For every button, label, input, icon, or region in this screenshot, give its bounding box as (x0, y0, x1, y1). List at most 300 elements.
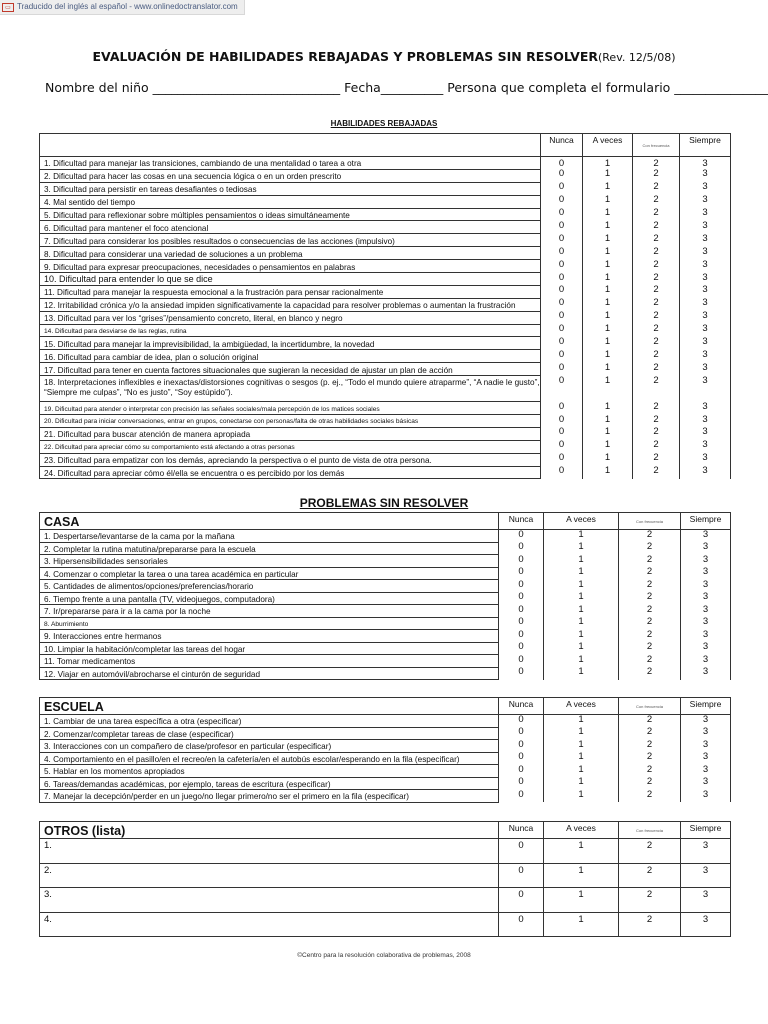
rating-option[interactable]: 1 (583, 234, 633, 247)
rating-option[interactable]: 3 (680, 221, 731, 234)
table-row (40, 752, 731, 765)
rating-option[interactable]: 0 (541, 376, 583, 402)
title-revision: (Rev. 12/5/08) (597, 51, 676, 64)
rating-option[interactable]: 0 (499, 740, 544, 753)
rating-option[interactable]: 0 (541, 440, 583, 453)
rating-option[interactable]: 1 (544, 765, 619, 778)
table-row (40, 182, 731, 195)
rating-option[interactable]: 3 (681, 642, 731, 655)
rating-option[interactable]: 2 (619, 605, 681, 618)
rating-option[interactable]: 0 (499, 912, 544, 937)
table-row (40, 592, 731, 605)
rating-option[interactable]: 2 (633, 285, 680, 298)
rating-option[interactable]: 3 (681, 863, 731, 888)
rating-option[interactable]: 0 (499, 863, 544, 888)
rating-option[interactable]: 2 (633, 350, 680, 363)
rating-option[interactable]: 2 (619, 839, 681, 864)
col-a-veces: A veces (544, 698, 619, 715)
skills-table (39, 133, 731, 479)
rating-option[interactable]: 1 (583, 208, 633, 221)
col-con-frecuencia: Con frecuencia (633, 134, 680, 157)
rating-option[interactable]: 3 (680, 427, 731, 440)
rating-option[interactable]: 0 (499, 752, 544, 765)
rating-option[interactable]: 0 (541, 157, 583, 170)
rating-option[interactable]: 3 (681, 542, 731, 555)
rating-option[interactable]: 0 (499, 592, 544, 605)
rating-option[interactable]: 3 (681, 715, 731, 728)
table-row (40, 221, 731, 234)
item-label: 9. Interacciones entre hermanos (40, 630, 499, 643)
rating-option[interactable]: 1 (583, 337, 633, 350)
rating-option[interactable]: 3 (681, 912, 731, 937)
col-siempre: Siempre (681, 822, 731, 839)
rating-option[interactable]: 0 (541, 169, 583, 182)
rating-option[interactable]: 2 (619, 777, 681, 790)
rating-option[interactable]: 3 (680, 415, 731, 428)
rating-option[interactable]: 2 (619, 592, 681, 605)
col-nunca: Nunca (499, 513, 544, 530)
item-label: 5. Cantidades de alimentos/opciones/preferencias/horario (40, 580, 499, 593)
rating-option[interactable]: 1 (583, 350, 633, 363)
rating-option[interactable]: 1 (583, 169, 633, 182)
rating-option[interactable]: 0 (541, 427, 583, 440)
header-blank (40, 134, 541, 157)
rating-option[interactable]: 0 (541, 247, 583, 260)
rating-option[interactable]: 3 (680, 298, 731, 311)
rating-option[interactable]: 3 (680, 337, 731, 350)
table-row (40, 440, 731, 453)
rating-option[interactable]: 1 (544, 580, 619, 593)
table-row (40, 415, 731, 428)
table-row (40, 580, 731, 593)
rating-option[interactable]: 0 (499, 542, 544, 555)
table-row (40, 617, 731, 630)
rating-option[interactable]: 2 (633, 337, 680, 350)
rating-option[interactable]: 2 (619, 667, 681, 680)
rating-option[interactable]: 1 (544, 790, 619, 803)
item-label: 10. Limpiar la habitación/completar las tareas del hogar (40, 642, 499, 655)
rating-option[interactable]: 0 (541, 363, 583, 376)
table-row (40, 427, 731, 440)
table-row (40, 376, 731, 402)
table-row (40, 839, 731, 864)
rating-option[interactable]: 0 (499, 765, 544, 778)
table-row (40, 630, 731, 643)
item-label: 2. Completar la rutina matutina/prepararse para la escuela (40, 542, 499, 555)
rating-option[interactable]: 2 (633, 273, 680, 286)
table-row (40, 555, 731, 568)
escuela-table (39, 697, 731, 803)
rating-option[interactable]: 2 (633, 157, 680, 170)
rating-option[interactable]: 2 (619, 580, 681, 593)
item-label: 3. (40, 888, 499, 913)
item-label: 3. Interacciones con un compañero de clase/profesor en particular (especificar) (40, 740, 499, 753)
rating-option[interactable]: 3 (681, 605, 731, 618)
rating-option[interactable]: 2 (633, 311, 680, 324)
item-label: 7. Ir/prepararse para ir a la cama por la noche (40, 605, 499, 618)
table-row (40, 285, 731, 298)
rating-option[interactable]: 3 (681, 530, 731, 543)
table-row (40, 605, 731, 618)
item-label: 5. Hablar en los momentos apropiados (40, 765, 499, 778)
otros-table (39, 821, 731, 937)
otros-heading: OTROS (lista) (40, 822, 499, 839)
table-row (40, 350, 731, 363)
rating-option[interactable]: 3 (681, 555, 731, 568)
table-row (40, 790, 731, 803)
rating-option[interactable]: 3 (680, 195, 731, 208)
rating-option[interactable]: 1 (583, 260, 633, 273)
rating-option[interactable]: 2 (633, 208, 680, 221)
rating-option[interactable]: 1 (583, 415, 633, 428)
rating-option[interactable]: 1 (583, 195, 633, 208)
table-row (40, 363, 731, 376)
rating-option[interactable]: 0 (499, 777, 544, 790)
table-row (40, 777, 731, 790)
rating-option[interactable]: 2 (619, 740, 681, 753)
rating-option[interactable]: 1 (544, 617, 619, 630)
col-con-frecuencia: Con frecuencia (619, 822, 681, 839)
table-row (40, 642, 731, 655)
rating-option[interactable]: 3 (681, 740, 731, 753)
rating-option[interactable]: 2 (619, 567, 681, 580)
rating-option[interactable]: 0 (499, 839, 544, 864)
table-row (40, 453, 731, 466)
rating-option[interactable]: 2 (633, 376, 680, 402)
rating-option[interactable]: 3 (680, 260, 731, 273)
rating-option[interactable]: 0 (541, 415, 583, 428)
rating-option[interactable]: 0 (499, 727, 544, 740)
rating-option[interactable]: 1 (583, 324, 633, 337)
table-row (40, 247, 731, 260)
rating-option[interactable]: 2 (619, 888, 681, 913)
rating-option[interactable]: 1 (544, 530, 619, 543)
item-label: 6. Tareas/demandas académicas, por ejemplo, tareas de escritura (especificar) (40, 777, 499, 790)
document-icon: ▭ (2, 3, 14, 12)
rating-option[interactable]: 1 (583, 273, 633, 286)
item-label: 16. Dificultad para cambiar de idea, plan o solución original (40, 350, 541, 363)
rating-option[interactable]: 2 (619, 542, 681, 555)
rating-option[interactable]: 1 (544, 655, 619, 668)
item-label: 4. (40, 912, 499, 937)
rating-option[interactable]: 3 (680, 311, 731, 324)
rating-option[interactable]: 1 (544, 542, 619, 555)
rating-option[interactable]: 0 (541, 350, 583, 363)
rating-option[interactable]: 0 (499, 667, 544, 680)
item-label: 4. Mal sentido del tiempo (40, 195, 541, 208)
item-label: 1. Cambiar de una tarea específica a otra (especificar) (40, 715, 499, 728)
rating-option[interactable]: 2 (619, 727, 681, 740)
table-row (40, 715, 731, 728)
col-con-frecuencia: Con frecuencia (619, 513, 681, 530)
name-date-line: Nombre del niño ______________________________ Fecha__________ Persona que completa el formulario _______________ (45, 80, 768, 95)
rating-option[interactable]: 0 (499, 888, 544, 913)
rating-option[interactable]: 3 (680, 285, 731, 298)
rating-option[interactable]: 2 (633, 182, 680, 195)
rating-option[interactable]: 1 (544, 605, 619, 618)
item-label: 18. Interpretaciones inflexibles e inexactas/distorsiones cognitivas o sesgos (p. ej., “Todo el mundo quiere atraparme”, “A nadie le gusto”, “Siempre me culpas”, “No es justo”, “Soy estúpido”). (40, 376, 541, 402)
rating-option[interactable]: 2 (619, 912, 681, 937)
rating-option[interactable]: 2 (619, 863, 681, 888)
escuela-heading: ESCUELA (40, 698, 499, 715)
rating-option[interactable]: 2 (619, 642, 681, 655)
rating-option[interactable]: 1 (583, 221, 633, 234)
table-header-row (40, 513, 731, 530)
rating-option[interactable]: 1 (583, 363, 633, 376)
rating-option[interactable]: 1 (544, 839, 619, 864)
item-label: 8. Dificultad para considerar una variedad de soluciones a un problema (40, 247, 541, 260)
col-nunca: Nunca (499, 822, 544, 839)
rating-option[interactable]: 0 (541, 466, 583, 479)
rating-option[interactable]: 3 (681, 752, 731, 765)
rating-option[interactable]: 2 (619, 715, 681, 728)
rating-option[interactable]: 0 (499, 555, 544, 568)
rating-option[interactable]: 3 (680, 234, 731, 247)
rating-option[interactable]: 3 (680, 350, 731, 363)
rating-option[interactable]: 2 (633, 260, 680, 273)
rating-option[interactable]: 2 (619, 530, 681, 543)
rating-option[interactable]: 0 (541, 285, 583, 298)
table-row (40, 260, 731, 273)
rating-option[interactable]: 3 (680, 247, 731, 260)
rating-option[interactable]: 2 (633, 440, 680, 453)
rating-option[interactable]: 2 (633, 453, 680, 466)
rating-option[interactable]: 1 (544, 630, 619, 643)
rating-option[interactable]: 1 (583, 298, 633, 311)
col-siempre: Siempre (681, 698, 731, 715)
item-label: 9. Dificultad para expresar preocupaciones, necesidades o pensamientos en palabras (40, 260, 541, 273)
item-label: 10. Dificultad para entender lo que se dice (40, 273, 541, 286)
rating-option[interactable]: 0 (499, 655, 544, 668)
rating-option[interactable]: 3 (681, 765, 731, 778)
rating-option[interactable]: 0 (541, 402, 583, 415)
rating-option[interactable]: 1 (583, 466, 633, 479)
rating-option[interactable]: 1 (544, 567, 619, 580)
rating-option[interactable]: 2 (633, 402, 680, 415)
item-label: 21. Dificultad para buscar atención de manera apropiada (40, 427, 541, 440)
rating-option[interactable]: 2 (633, 324, 680, 337)
table-row (40, 912, 731, 937)
col-con-frecuencia: Con frecuencia (619, 698, 681, 715)
table-row (40, 298, 731, 311)
rating-option[interactable]: 3 (680, 453, 731, 466)
item-label: 2. Comenzar/completar tareas de clase (especificar) (40, 727, 499, 740)
table-row (40, 727, 731, 740)
rating-option[interactable]: 2 (633, 234, 680, 247)
table-row (40, 402, 731, 415)
item-label: 3. Dificultad para persistir en tareas desafiantes o tediosas (40, 182, 541, 195)
item-label: 12. Irritabilidad crónica y/o la ansiedad impiden significativamente la capacidad para resolver problemas o aumentan la frustración (40, 298, 541, 311)
rating-option[interactable]: 1 (583, 182, 633, 195)
rating-option[interactable]: 3 (680, 208, 731, 221)
item-label: 11. Tomar medicamentos (40, 655, 499, 668)
rating-option[interactable]: 2 (619, 555, 681, 568)
rating-option[interactable]: 1 (544, 555, 619, 568)
rating-option[interactable]: 1 (544, 592, 619, 605)
table-row (40, 157, 731, 170)
rating-option[interactable]: 1 (583, 440, 633, 453)
item-label: 2. Dificultad para hacer las cosas en una secuencia lógica o en un orden prescrito (40, 169, 541, 182)
rating-option[interactable]: 3 (681, 727, 731, 740)
rating-option[interactable]: 3 (681, 567, 731, 580)
rating-option[interactable]: 1 (544, 752, 619, 765)
rating-option[interactable]: 1 (544, 912, 619, 937)
rating-option[interactable]: 0 (499, 715, 544, 728)
rating-option[interactable]: 0 (541, 221, 583, 234)
rating-option[interactable]: 3 (680, 363, 731, 376)
rating-option[interactable]: 0 (499, 530, 544, 543)
rating-option[interactable]: 0 (541, 273, 583, 286)
table-row (40, 765, 731, 778)
rating-option[interactable]: 3 (680, 273, 731, 286)
translation-banner[interactable] (0, 0, 245, 15)
item-label: 4. Comenzar o completar la tarea o una tarea académica en particular (40, 567, 499, 580)
rating-option[interactable]: 3 (681, 630, 731, 643)
rating-option[interactable]: 1 (583, 453, 633, 466)
item-label: 6. Dificultad para mantener el foco atencional (40, 221, 541, 234)
item-label: 22. Dificultad para apreciar cómo su comportamiento está afectando a otras personas (40, 440, 541, 453)
rating-option[interactable]: 1 (544, 888, 619, 913)
rating-option[interactable]: 0 (499, 617, 544, 630)
col-nunca: Nunca (541, 134, 583, 157)
rating-option[interactable]: 3 (681, 777, 731, 790)
rating-option[interactable]: 0 (541, 453, 583, 466)
rating-option[interactable]: 1 (544, 727, 619, 740)
rating-option[interactable]: 2 (633, 169, 680, 182)
item-label: 1. Dificultad para manejar las transiciones, cambiando de una mentalidad o tarea a otra (40, 157, 541, 170)
rating-option[interactable]: 3 (681, 580, 731, 593)
rating-option[interactable]: 1 (544, 667, 619, 680)
table-header-row (40, 698, 731, 715)
rating-option[interactable]: 1 (583, 285, 633, 298)
rating-option[interactable]: 3 (681, 617, 731, 630)
table-row (40, 234, 731, 247)
col-a-veces: A veces (544, 513, 619, 530)
item-label: 6. Tiempo frente a una pantalla (TV, videojuegos, computadora) (40, 592, 499, 605)
rating-option[interactable]: 0 (499, 642, 544, 655)
item-label: 13. Dificultad para ver los “grises”/pensamiento concreto, literal, en blanco y negro (40, 311, 541, 324)
rating-option[interactable]: 1 (544, 740, 619, 753)
rating-option[interactable]: 3 (680, 440, 731, 453)
rating-option[interactable]: 0 (541, 195, 583, 208)
rating-option[interactable]: 0 (499, 580, 544, 593)
rating-option[interactable]: 1 (583, 427, 633, 440)
rating-option[interactable]: 3 (680, 324, 731, 337)
casa-heading: CASA (40, 513, 499, 530)
rating-option[interactable]: 3 (681, 790, 731, 803)
table-row (40, 740, 731, 753)
rating-option[interactable]: 3 (681, 667, 731, 680)
rating-option[interactable]: 0 (499, 567, 544, 580)
rating-option[interactable]: 1 (544, 642, 619, 655)
item-label: 15. Dificultad para manejar la imprevisibilidad, la ambigüedad, la incertidumbre, la novedad (40, 337, 541, 350)
item-label: 14. Dificultad para desviarse de las reglas, rutina (40, 324, 541, 337)
table-row (40, 655, 731, 668)
rating-option[interactable]: 2 (633, 221, 680, 234)
rating-option[interactable]: 2 (633, 298, 680, 311)
rating-option[interactable]: 1 (544, 863, 619, 888)
rating-option[interactable]: 0 (541, 208, 583, 221)
rating-option[interactable]: 1 (583, 157, 633, 170)
rating-option[interactable]: 2 (619, 630, 681, 643)
item-label: 20. Dificultad para iniciar conversaciones, entrar en grupos, conectarse con personas/falta de otras habilidades sociales básicas (40, 415, 541, 428)
rating-option[interactable]: 1 (583, 247, 633, 260)
table-row (40, 466, 731, 479)
table-row (40, 208, 731, 221)
table-row (40, 273, 731, 286)
page-title (0, 49, 768, 64)
rating-option[interactable]: 2 (633, 466, 680, 479)
rating-option[interactable]: 3 (680, 376, 731, 402)
table-row (40, 530, 731, 543)
rating-option[interactable]: 3 (680, 466, 731, 479)
rating-option[interactable]: 0 (499, 605, 544, 618)
item-label: 24. Dificultad para apreciar cómo él/ella se encuentra o es percibido por los demás (40, 466, 541, 479)
rating-option[interactable]: 2 (619, 765, 681, 778)
rating-option[interactable]: 2 (633, 363, 680, 376)
rating-option[interactable]: 0 (541, 234, 583, 247)
rating-option[interactable]: 3 (680, 402, 731, 415)
table-row (40, 324, 731, 337)
rating-option[interactable]: 3 (680, 169, 731, 182)
item-label: 8. Aburrimiento (40, 617, 499, 630)
rating-option[interactable]: 1 (544, 777, 619, 790)
table-row (40, 667, 731, 680)
item-label: 7. Dificultad para considerar los posibles resultados o consecuencias de las acciones (impulsivo) (40, 234, 541, 247)
rating-option[interactable]: 0 (499, 630, 544, 643)
rating-option[interactable]: 3 (681, 888, 731, 913)
table-row (40, 311, 731, 324)
rating-option[interactable]: 3 (681, 655, 731, 668)
col-a-veces: A veces (583, 134, 633, 157)
rating-option[interactable]: 2 (633, 427, 680, 440)
rating-option[interactable]: 0 (541, 260, 583, 273)
rating-option[interactable]: 1 (583, 402, 633, 415)
table-row (40, 542, 731, 555)
col-siempre: Siempre (681, 513, 731, 530)
rating-option[interactable]: 0 (541, 337, 583, 350)
rating-option[interactable]: 0 (541, 324, 583, 337)
rating-option[interactable]: 0 (541, 182, 583, 195)
item-label: 7. Manejar la decepción/perder en un juego/no llegar primero/no ser el primero en la fila (especificar) (40, 790, 499, 803)
col-a-veces: A veces (544, 822, 619, 839)
rating-option[interactable]: 3 (680, 182, 731, 195)
item-label: 17. Dificultad para tener en cuenta factores situacionales que sugieran la necesidad de ajustar un plan de acción (40, 363, 541, 376)
table-header-row (40, 134, 731, 157)
item-label: 12. Viajar en automóvil/abrocharse el cinturón de seguridad (40, 667, 499, 680)
rating-option[interactable]: 2 (619, 752, 681, 765)
col-nunca: Nunca (499, 698, 544, 715)
rating-option[interactable]: 1 (544, 715, 619, 728)
rating-option[interactable]: 2 (633, 415, 680, 428)
rating-option[interactable]: 0 (541, 311, 583, 324)
table-row (40, 195, 731, 208)
rating-option[interactable]: 0 (499, 790, 544, 803)
rating-option[interactable]: 1 (583, 376, 633, 402)
rating-option[interactable]: 2 (633, 195, 680, 208)
rating-option[interactable]: 0 (541, 298, 583, 311)
rating-option[interactable]: 2 (619, 790, 681, 803)
rating-option[interactable]: 2 (633, 247, 680, 260)
rating-option[interactable]: 2 (619, 655, 681, 668)
rating-option[interactable]: 3 (680, 157, 731, 170)
title-main: EVALUACIÓN DE HABILIDADES REBAJADAS Y PROBLEMAS SIN RESOLVER (92, 49, 598, 64)
rating-option[interactable]: 3 (681, 839, 731, 864)
rating-option[interactable]: 3 (681, 592, 731, 605)
rating-option[interactable]: 2 (619, 617, 681, 630)
rating-option[interactable]: 1 (583, 311, 633, 324)
copyright-footer: ©Centro para la resolución colaborativa de problemas, 2008 (297, 952, 471, 959)
